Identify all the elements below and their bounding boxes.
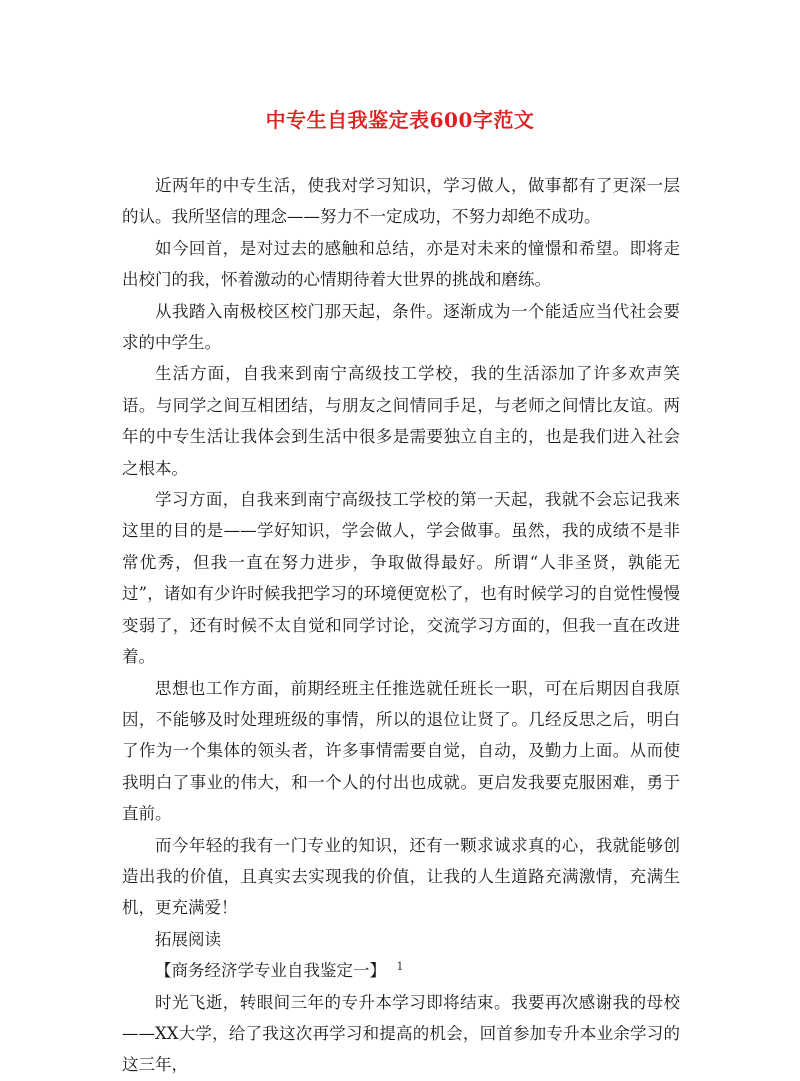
paragraph-7: 而今年轻的我有一门专业的知识，还有一颗求诚求真的心，我就能够创造出我的价值，且真实去实现我的价值，让我的人生道路充满激情，充满生机，更充满爱！ — [122, 835, 680, 918]
section-heading: 【商务经济学专业自我鉴定一】 — [155, 961, 386, 981]
extended-reading-heading: 拓展阅读 — [155, 929, 221, 949]
paragraph-10: 时光飞逝，转眼间三年的专升本学习即将结束。我要再次感谢我的母校——XX大学，给了我这次再学习和提高的机会，回首参加专升本业余学习的这三年， — [122, 992, 680, 1075]
page-number: 1 — [396, 960, 404, 973]
paragraph-2: 如今回首，是对过去的感触和总结，亦是对未来的憧憬和希望。即将走出校门的我，怀着激动的心情期待着大世界的挑战和磨练。 — [122, 238, 680, 290]
document-title: 中专生自我鉴定表600字范文 — [265, 108, 535, 132]
document-body — [122, 170, 680, 1081]
paragraph-5: 学习方面，自我来到南宁高级技工学校的第一天起，我就不会忘记我来这里的目的是——学好知识，学会做人，学会做事。虽然，我的成绩不是非常优秀，但我一直在努力进步，争取做得最好。所谓“人非圣贤，孰能无过”，诸如有少许时候我把学习的环境便宽松了，也有时候学习的自觉性慢慢变弱了，还有时候不太自觉和同学讨论，交流学习方面的，但我一直在改进着。 — [122, 490, 680, 667]
paragraph-6: 思想也工作方面，前期经班主任推选就任班长一职，可在后期因自我原因，不能够及时处理班级的事情，所以的退位让贤了。几经反思之后，明白了作为一个集体的领头者，许多事情需要自觉，自动，及勤力上面。从而使我明白了事业的伟大，和一个人的付出也成就。更启发我要克服困难，勇于直前。 — [122, 678, 680, 824]
paragraph-1: 近两年的中专生活，使我对学习知识，学习做人，做事都有了更深一层的认。我所坚信的理念——努力不一定成功，不努力却绝不成功。 — [122, 176, 680, 227]
paragraph-4: 生活方面，自我来到南宁高级技工学校，我的生活添加了许多欢声笑语。与同学之间互相团结，与朋友之间情同手足，与老师之间情比友谊。两年的中专生活让我体会到生活中很多是需要独立自主的，也是我们进入社会之根本。 — [122, 364, 680, 478]
paragraph-3: 从我踏入南极校区校门那天起，条件。逐渐成为一个能适应当代社会要求的中学生。 — [122, 301, 680, 353]
